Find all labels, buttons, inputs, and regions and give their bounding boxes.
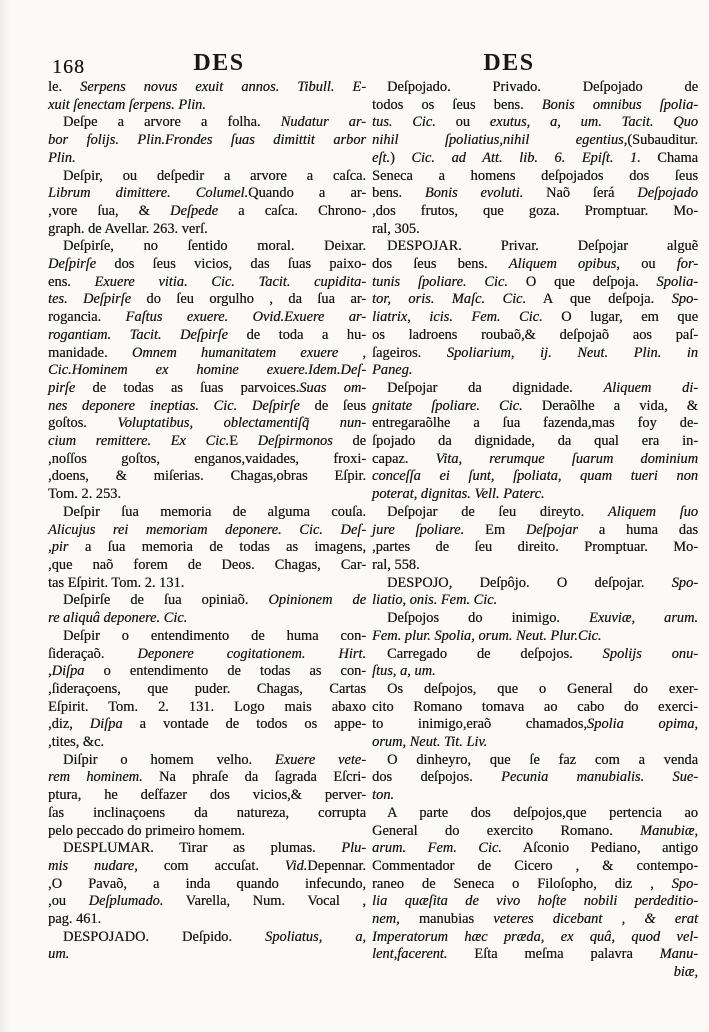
- latin-italic-text: nihil ſpoliatius,nihil egentius,: [372, 132, 628, 149]
- portuguese-text: Chama: [640, 149, 698, 166]
- latin-italic-text: Fem. plur. Spolia, orum. Neut. Plur.Cic.: [372, 627, 602, 644]
- text-line: [48, 699, 366, 717]
- portuguese-text: ): [389, 149, 412, 166]
- latin-italic-text: poterat, dignitas. Vell. Paterc.: [372, 486, 545, 503]
- latin-italic-text: Spolijs onu-: [602, 645, 698, 662]
- latin-italic-text: Aliquem ſuo: [607, 503, 698, 520]
- latin-italic-text: orum, Neut. Tit. Liv.: [372, 734, 488, 751]
- portuguese-text: Em: [464, 521, 526, 538]
- latin-italic-text: tes. Deſpirſe: [48, 291, 131, 308]
- text-line: [48, 274, 366, 292]
- latin-italic-text: Spolia opima,: [586, 716, 698, 733]
- portuguese-text: ,tites, &c.: [48, 734, 104, 751]
- latin-italic-text: Spo-: [671, 875, 698, 892]
- text-line: [48, 451, 366, 469]
- portuguese-text: tas Eſpirit. Tom. 2. 131.: [48, 574, 185, 591]
- portuguese-text: Deſpir o entendimento de huma con-: [63, 627, 366, 644]
- text-line: [372, 628, 698, 646]
- text-line: [372, 327, 698, 345]
- portuguese-text: cito Romano tomava ao cabo do exerci-: [372, 698, 698, 715]
- text-line: [372, 557, 698, 575]
- text-line: [372, 291, 698, 309]
- portuguese-text: Deſpojos do inimigo.: [387, 610, 589, 627]
- text-line: [48, 327, 366, 345]
- latin-italic-text: mis nudare,: [48, 857, 138, 874]
- portuguese-text: Deſpir, ou deſpedir a arvore a caſca.: [63, 167, 366, 184]
- text-line: [48, 168, 366, 186]
- text-line: [48, 646, 366, 664]
- latin-italic-text: Voluptatibus, oblectamentiſq̃ nun-: [117, 415, 366, 432]
- text-columns: [48, 79, 698, 982]
- text-line: [372, 486, 698, 504]
- latin-italic-text: Exuere vitia. Cic. Tacit. cupidita-: [94, 273, 366, 290]
- text-line: [48, 362, 366, 380]
- text-line: [48, 929, 366, 947]
- text-line: [48, 752, 366, 770]
- latin-italic-text: cium remittere. Ex Cic.: [48, 433, 230, 450]
- latin-italic-text: Exuviæ, arum.: [588, 610, 698, 627]
- portuguese-text: o entendimento de todas as con-: [84, 663, 366, 680]
- latin-italic-text: Spoliarium, ij. Neut. Plin. in: [446, 344, 698, 361]
- latin-italic-text: gnitate ſpoliare. Cic.: [372, 397, 523, 414]
- text-line: [372, 468, 698, 486]
- latin-italic-text: ,pir: [48, 539, 69, 556]
- portuguese-text: A que deſpoja.: [526, 291, 672, 308]
- portuguese-text: Na phraſe da ſagrada Eſcri-: [142, 769, 366, 786]
- latin-italic-text: eſt.: [372, 149, 390, 166]
- text-line: [372, 911, 698, 929]
- text-line: [372, 362, 698, 380]
- latin-italic-text: ſtus, a, um.: [372, 663, 436, 680]
- latin-italic-text: exutus, a, um. Tacit. Quo: [489, 114, 698, 131]
- latin-italic-text: Faſtus exuere. Ovid.Exuere ar-: [125, 309, 367, 326]
- portuguese-text: General do exercito Romano.: [372, 822, 641, 839]
- portuguese-text: E: [229, 433, 258, 450]
- latin-italic-text: Vid.: [284, 857, 308, 874]
- portuguese-text: ,noſſos goſtos, enganos,vaidades, froxi-: [48, 450, 366, 467]
- portuguese-text: ,partes de ſeu direito. Promptuar. Mo-: [372, 539, 698, 556]
- portuguese-text: Naõ ſerá: [523, 185, 638, 202]
- text-line: [48, 575, 366, 593]
- portuguese-text: O que deſpoja.: [507, 273, 657, 290]
- portuguese-text: Deſpojado. Privado. Deſpojado de: [387, 79, 698, 95]
- portuguese-text: ral, 305.: [372, 220, 420, 237]
- latin-italic-text: Deſpede: [170, 202, 218, 219]
- text-line: [48, 114, 366, 132]
- page-number: 168: [52, 56, 85, 78]
- portuguese-text: ens.: [48, 273, 95, 290]
- text-line: [48, 486, 366, 504]
- text-line: [372, 238, 698, 256]
- latin-italic-text: lia quæſita de vivo hoſte nobili perdeditio-: [372, 893, 698, 910]
- latin-italic-text: Exuere vete-: [274, 751, 366, 768]
- portuguese-text: Diſpir o homem velho.: [63, 751, 275, 768]
- text-line: [48, 610, 366, 628]
- portuguese-text: Carregado de deſpojos.: [387, 645, 603, 662]
- portuguese-text: com accuſat.: [137, 857, 285, 874]
- latin-italic-text: Bonis evoluti.: [424, 185, 524, 202]
- portuguese-text: os ladroens roubaõ,& deſpojaõ aos paſ-: [372, 326, 698, 343]
- portuguese-text: ,dos frutos, que goza. Promptuar. Mo-: [372, 202, 698, 219]
- latin-italic-text: re aliquâ deponere. Cic.: [48, 610, 188, 627]
- portuguese-text: Commentador de Cicero , & contempo-: [372, 857, 698, 874]
- portuguese-text: to inimigo,eraõ chamados,: [372, 716, 587, 733]
- latin-italic-text: lent,facerent.: [372, 946, 448, 963]
- latin-italic-text: Alicujus rei memoriam deponere. Cic. Deſ-: [48, 521, 366, 538]
- latin-italic-text: Deſpirmonos: [257, 433, 333, 450]
- text-line: [372, 274, 698, 292]
- portuguese-text: Deraõlhe a vida, &: [522, 397, 698, 414]
- latin-italic-text: tor, oris. Maſc. Cic.: [372, 291, 527, 308]
- text-line: [372, 876, 698, 894]
- latin-italic-text: Manubiæ,: [640, 822, 698, 839]
- text-line: [48, 787, 366, 805]
- latin-italic-text: nem,: [372, 911, 400, 928]
- portuguese-text: Aſconio Pediano, antigo: [501, 840, 698, 857]
- latin-italic-text: Spo-: [671, 291, 698, 308]
- text-line: [48, 557, 366, 575]
- text-line: [372, 380, 698, 398]
- text-line: [372, 256, 698, 274]
- text-line: [372, 646, 698, 664]
- latin-italic-text: Plin.: [48, 149, 76, 166]
- text-line: [372, 893, 698, 911]
- portuguese-text: DESPLUMAR. Tirar as plumas.: [63, 840, 342, 857]
- latin-italic-text: Spo-: [671, 574, 698, 591]
- text-line: [48, 433, 366, 451]
- portuguese-text: A parte dos deſpojos,que pertencia ao: [387, 804, 698, 821]
- portuguese-text: Tom. 2. 253.: [48, 486, 121, 503]
- portuguese-text: rogancia.: [48, 309, 126, 326]
- latin-italic-text: for-: [676, 256, 698, 273]
- text-line: [372, 132, 698, 150]
- latin-italic-text: Serpens novus exuit annos. Tibull. E-: [80, 79, 366, 95]
- latin-italic-text: Deſpirſe: [48, 256, 96, 273]
- text-line: [372, 522, 698, 540]
- text-line: [48, 911, 366, 929]
- portuguese-text: DESPOJADO. Deſpido.: [63, 928, 265, 945]
- text-line: [372, 681, 698, 699]
- text-line: [372, 964, 698, 982]
- text-line: [48, 681, 366, 699]
- latin-italic-text: arum. Fem. Cic.: [372, 840, 502, 857]
- text-line: [372, 150, 698, 168]
- latin-italic-text: Nudatur ar-: [280, 114, 366, 131]
- portuguese-text: Eſta meſma palavra: [447, 946, 660, 963]
- text-line: [48, 468, 366, 486]
- text-line: [48, 716, 366, 734]
- portuguese-text: a huma das: [577, 521, 698, 538]
- latin-italic-text: Spolia-: [656, 273, 698, 290]
- portuguese-text: Quando a ar-: [248, 185, 367, 202]
- text-line: [48, 185, 366, 203]
- text-line: [372, 610, 698, 628]
- portuguese-text: O lugar, em que: [542, 309, 698, 326]
- text-line: [48, 221, 366, 239]
- latin-italic-text: Suas om-: [299, 379, 366, 396]
- portuguese-text: DESPOJO, Deſpôjo. O deſpojar.: [387, 574, 672, 591]
- latin-italic-text: tunis ſpoliare. Cic.: [372, 273, 508, 290]
- portuguese-text: Os deſpojos, que o General do exer-: [387, 680, 698, 697]
- text-line: [48, 840, 366, 858]
- latin-italic-text: rem hominem.: [48, 769, 143, 786]
- portuguese-text: ,que naõ forem de Deos. Chagas, Car-: [48, 556, 366, 573]
- text-line: [48, 291, 366, 309]
- portuguese-text: (Subauditur.: [627, 132, 698, 149]
- text-line: [48, 398, 366, 416]
- portuguese-text: Depennar.: [307, 857, 366, 874]
- portuguese-text: dos ſeus vicios, das ſuas paixo-: [95, 256, 366, 273]
- portuguese-text: ,ſideraçoens, que puder. Chagas, Cartas: [48, 680, 366, 697]
- text-line: [48, 823, 366, 841]
- text-line: [372, 433, 698, 451]
- text-line: [48, 946, 366, 964]
- latin-italic-text: Deponere cogitationem. Hirt.: [137, 645, 366, 662]
- latin-italic-text: bor folijs. Plin.Frondes ſuas dimittit arbor: [48, 132, 366, 149]
- text-line: [372, 168, 698, 186]
- text-line: [48, 504, 366, 522]
- text-line: [372, 203, 698, 221]
- text-line: [48, 380, 366, 398]
- portuguese-text: a vontade de todos os appe-: [122, 716, 366, 733]
- portuguese-text: de todas as ſuas parvoices.: [75, 379, 300, 396]
- portuguese-text: ,diz,: [48, 716, 90, 733]
- text-line: [372, 592, 698, 610]
- text-line: [372, 769, 698, 787]
- text-line: [372, 699, 698, 717]
- portuguese-text: DESPOJAR. Privar. Deſpojar alguẽ: [387, 238, 698, 255]
- text-line: [372, 97, 698, 115]
- text-line: [372, 539, 698, 557]
- portuguese-text: ral, 558.: [372, 556, 420, 573]
- latin-italic-text: liatio, onis. Fem. Cic.: [372, 592, 498, 609]
- text-line: [372, 716, 698, 734]
- text-line: [48, 415, 366, 433]
- latin-italic-text: Cic.Hominem ex homine exuere.Idem.Deſ-: [48, 362, 366, 379]
- text-line: [48, 309, 366, 327]
- portuguese-text: ptura, he deſfazer dos vicios,& perver-: [48, 787, 366, 804]
- portuguese-text: goſtos.: [48, 415, 118, 432]
- latin-italic-text: Opinionem de: [268, 592, 366, 609]
- latin-italic-text: ton.: [372, 787, 394, 804]
- text-line: [372, 451, 698, 469]
- text-line: [48, 628, 366, 646]
- text-line: [48, 858, 366, 876]
- latin-italic-text: Manu-: [659, 946, 698, 963]
- text-line: [48, 769, 366, 787]
- latin-italic-text: Aliquem di-: [603, 379, 698, 396]
- text-line: [372, 734, 698, 752]
- portuguese-text: Deſpe a arvore a folha.: [63, 114, 281, 131]
- portuguese-text: Deſpirſe de ſua opiniaõ.: [63, 592, 269, 609]
- portuguese-text: a caſca. Chrono-: [218, 202, 366, 219]
- latin-italic-text: liatrix, icis. Fem. Cic.: [372, 309, 543, 326]
- portuguese-text: capaz.: [372, 450, 436, 467]
- portuguese-text: pag. 461.: [48, 911, 102, 928]
- portuguese-text: ou: [619, 256, 677, 273]
- text-line: [48, 345, 366, 363]
- text-line: [48, 132, 366, 150]
- text-line: [48, 256, 366, 274]
- text-line: [48, 734, 366, 752]
- latin-italic-text: Vita, rerumque ſuarum dominium: [435, 450, 698, 467]
- running-title-right: DES: [483, 50, 535, 76]
- portuguese-text: ,vore ſua, &: [48, 202, 171, 219]
- text-line: [372, 504, 698, 522]
- portuguese-text: dos ſeus bens.: [372, 256, 509, 273]
- portuguese-text: manidade.: [48, 344, 132, 361]
- portuguese-text: ſageiros.: [372, 344, 447, 361]
- text-line: [372, 345, 698, 363]
- latin-italic-text: Deſpojar: [525, 521, 578, 538]
- text-line: [372, 415, 698, 433]
- text-line: [48, 522, 366, 540]
- running-title-left: DES: [193, 50, 245, 76]
- text-line: [48, 663, 366, 681]
- latin-italic-text: Deſpojado: [637, 185, 698, 202]
- text-line: [48, 539, 366, 557]
- portuguese-text: Deſpir ſua memoria de alguma couſa.: [63, 503, 366, 520]
- latin-italic-text: Cic. ad Att. lib. 6. Epiſt. 1.: [411, 149, 641, 166]
- latin-italic-text: Diſpa: [89, 716, 123, 733]
- portuguese-text: raneo de Seneca o Filoſopho, diz ,: [372, 875, 672, 892]
- text-line: [372, 185, 698, 203]
- portuguese-text: ſideraçaõ.: [48, 645, 138, 662]
- text-line: [372, 787, 698, 805]
- portuguese-text: le.: [48, 79, 81, 95]
- text-line: [372, 805, 698, 823]
- portuguese-text: todos os ſeus bens.: [372, 96, 542, 113]
- portuguese-text: Deſpojar da dignidade.: [387, 379, 604, 396]
- latin-italic-text: Omnem humanitatem exuere ,: [131, 344, 366, 361]
- portuguese-text: ſpojado da dignidade, da qual era in-: [372, 433, 698, 450]
- portuguese-text: dos deſpojos.: [372, 769, 502, 786]
- text-line: [48, 203, 366, 221]
- latin-italic-text: Paneg.: [372, 362, 413, 379]
- latin-italic-text: rogantiam. Tacit. Deſpirſe: [48, 326, 228, 343]
- text-line: [372, 840, 698, 858]
- portuguese-text: ou: [435, 114, 490, 131]
- latin-italic-text: Bonis omnibus ſpolia-: [541, 96, 698, 113]
- text-line: [372, 309, 698, 327]
- text-line: [372, 79, 698, 97]
- right-column: [372, 79, 698, 982]
- portuguese-text: do ſeu orgulho , da ſua ar-: [130, 291, 366, 308]
- text-line: [48, 238, 366, 256]
- portuguese-text: ,O Pavaõ, a inda quando infecundo,: [48, 875, 366, 892]
- portuguese-text: de toda a hu-: [227, 326, 366, 343]
- text-line: [372, 752, 698, 770]
- text-line: [48, 150, 366, 168]
- portuguese-text: entregaraõlhe a ſua fazenda,mas foy de-: [372, 415, 698, 432]
- latin-italic-text: Spoliatus, a,: [265, 928, 366, 945]
- portuguese-text: Varella, Num. Vocal ,: [163, 893, 366, 910]
- latin-italic-text: nes deponere ineptias. Cic. Deſpirſe: [48, 397, 300, 414]
- latin-italic-text: Plu-: [341, 840, 366, 857]
- text-line: [372, 575, 698, 593]
- latin-italic-text: xuit ſenectam ſerpens. Plin.: [48, 96, 206, 113]
- latin-italic-text: jure ſpoliare.: [372, 521, 465, 538]
- portuguese-text: Deſpirſe, no ſentido moral. Deixar.: [63, 238, 366, 255]
- portuguese-text: bens.: [372, 185, 425, 202]
- portuguese-text: ,ou: [48, 893, 89, 910]
- text-line: [372, 929, 698, 947]
- portuguese-text: O dinheyro, que ſe faz com a venda: [387, 751, 698, 768]
- latin-italic-text: veteres dicebant , & erat: [493, 911, 698, 928]
- text-line: [48, 876, 366, 894]
- text-line: [372, 858, 698, 876]
- text-line: [372, 946, 698, 964]
- text-line: [372, 221, 698, 239]
- portuguese-text: ſas inclinaçoens da natureza, corrupta: [48, 804, 366, 821]
- portuguese-text: ,doens, & miſerias. Chagas,obras Eſpir.: [48, 468, 366, 485]
- text-line: [372, 663, 698, 681]
- latin-italic-text: biæ,: [673, 964, 698, 981]
- latin-italic-text: Deſplumado.: [88, 893, 164, 910]
- latin-italic-text: conceſſa ei ſunt, ſpoliata, quam tueri non: [372, 468, 698, 485]
- portuguese-text: graph. de Avellar. 263. verſ.: [48, 220, 208, 237]
- left-column: [48, 79, 366, 982]
- latin-italic-text: pirſe: [48, 379, 76, 396]
- latin-italic-text: Imperatorum hæc præda, ex quâ, quod vel-: [372, 928, 698, 945]
- text-line: [372, 398, 698, 416]
- text-line: [48, 893, 366, 911]
- portuguese-text: a ſua memoria de todas as imagens,: [68, 539, 366, 556]
- text-line: [48, 592, 366, 610]
- portuguese-text: de: [332, 433, 366, 450]
- portuguese-text: Eſpirit. Tom. 2. 131. Logo mais abaxo: [48, 698, 366, 715]
- portuguese-text: pelo peccado do primeiro homem.: [48, 822, 246, 839]
- latin-italic-text: Aliquem opibus,: [508, 256, 620, 273]
- portuguese-text: manubias: [399, 911, 494, 928]
- latin-italic-text: tus. Cic.: [372, 114, 436, 131]
- latin-italic-text: Pecunia manubialis. Sue-: [501, 769, 698, 786]
- latin-italic-text: ,Diſpa: [48, 663, 85, 680]
- text-line: [372, 823, 698, 841]
- text-line: [48, 97, 366, 115]
- latin-italic-text: Librum dimittere. Columel.: [48, 185, 249, 202]
- portuguese-text: de ſeus: [299, 397, 366, 414]
- portuguese-text: Deſpojar de ſeu direyto.: [387, 503, 608, 520]
- portuguese-text: Seneca a homens deſpojados dos ſeus: [372, 167, 698, 184]
- text-line: [48, 805, 366, 823]
- latin-italic-text: um.: [48, 946, 70, 963]
- text-line: [372, 114, 698, 132]
- text-line: [48, 79, 366, 97]
